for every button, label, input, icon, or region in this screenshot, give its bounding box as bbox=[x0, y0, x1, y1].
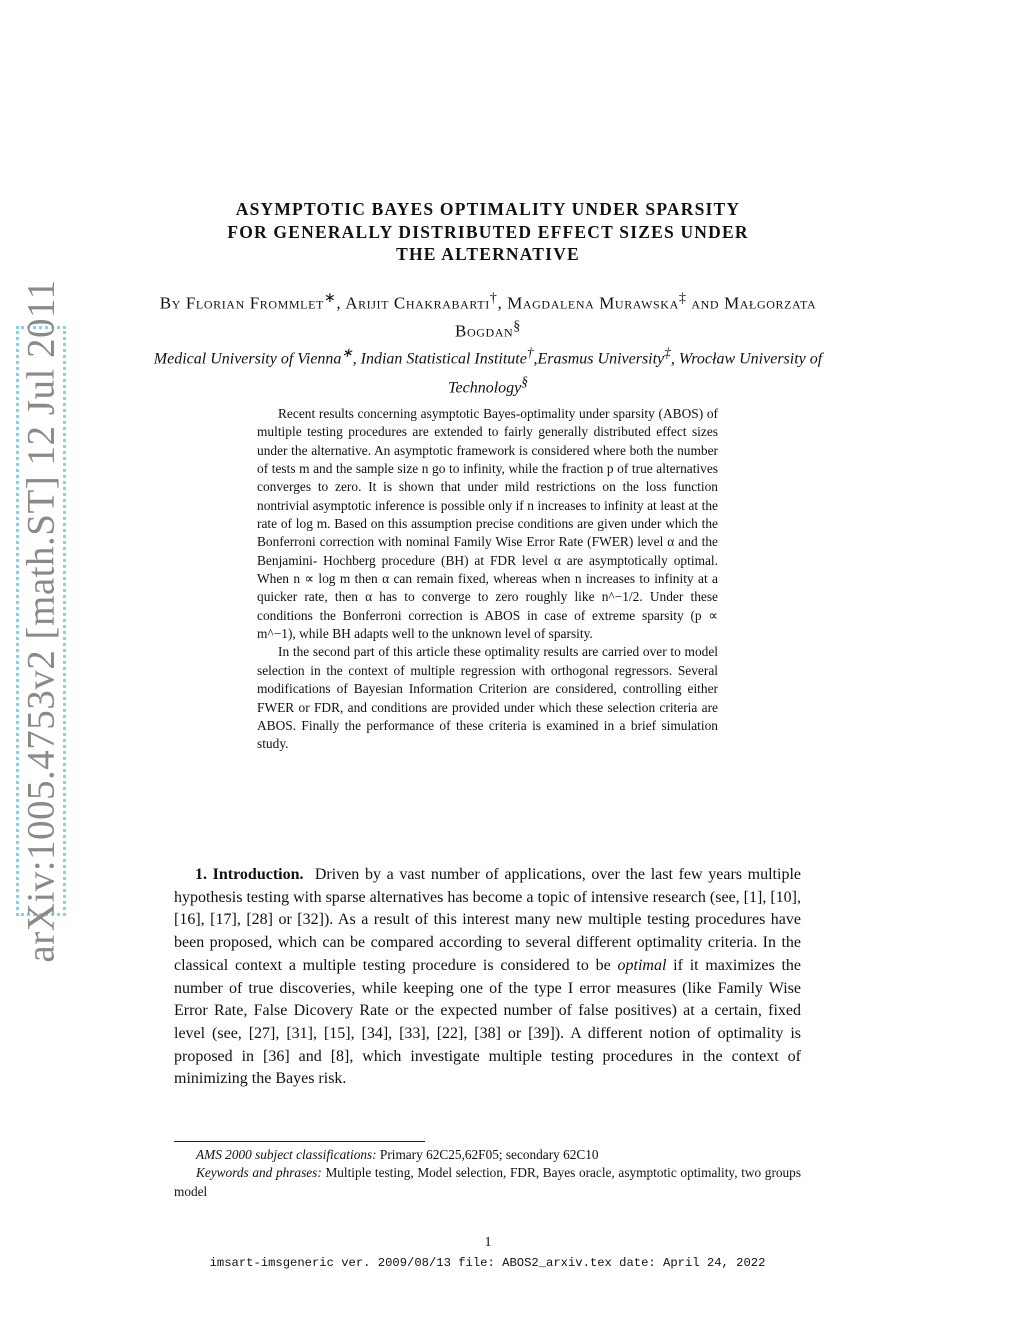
arxiv-id-text: arXiv:1005.4753v2 [math.ST] 12 Jul 2011 bbox=[19, 279, 63, 963]
abstract-paragraph: In the second part of this article these optimality results are carried over to model selection in the context of multiple regression with orthogonal regressors. Several modifications of Bayesian Information Criterion are considered, controlling either FWER or FDR, and conditions are provided under which these selection criteria are ABOS. Finally the performance of these criteria is examined in a brief simulation study. bbox=[257, 644, 718, 752]
footnote-label: Keywords and phrases: bbox=[196, 1165, 322, 1181]
imsart-footer: imsart-imsgeneric ver. 2009/08/13 file: ABOS2_arxiv.tex date: April 24, 2022 bbox=[209, 1256, 766, 1270]
intro-paragraph bbox=[174, 864, 801, 1091]
arxiv-identifier-stamp bbox=[16, 279, 66, 963]
affiliation-mark: † bbox=[526, 345, 534, 360]
title-line: FOR GENERALLY DISTRIBUTED EFFECT SIZES UNDER bbox=[227, 221, 749, 242]
footnotes bbox=[174, 1146, 801, 1201]
footnote-rule bbox=[174, 1141, 425, 1142]
intro-emphasis: optimal bbox=[617, 956, 667, 974]
author-mark: § bbox=[513, 318, 521, 335]
title-line: THE ALTERNATIVE bbox=[396, 244, 580, 264]
affiliation-mark: ‡ bbox=[664, 345, 671, 360]
affiliation: Erasmus University bbox=[537, 350, 665, 368]
intro-text: if it maximizes the number of true discoveries, while keeping one of the type I error measures (like Family Wise Error Rate, False Dicovery Rate or the expected number of false positives) at a certain, fixed level (see, [27], [31], [15], [34], [33], [22], [38] or [39]). A different notion of optimality is proposed in [36] and [8], which investigate multiple testing procedures in the context of minimizing the Bayes risk. bbox=[174, 956, 801, 1088]
affiliation-mark: § bbox=[521, 373, 528, 389]
affiliation: Indian Statistical Institute bbox=[360, 350, 527, 368]
author-and: and bbox=[691, 293, 720, 313]
intro-text: Driven by a vast number of applications, over the last few years multiple hypothesis testing with sparse alternatives has become a topic of intensive research (see, [1], [10], [16], [17], [28] or [32]). As a result of this interest many new multiple testing procedures have been proposed, which can be compared according to several different optimality criteria. In the classical context a multiple testing procedure is considered to be bbox=[174, 866, 801, 974]
footnote-ams bbox=[174, 1146, 801, 1164]
author-list: By Florian Frommlet∗, Arijit Chakrabarti†, Magdalena Murawska‡ and Małgorzata Bogdan§ bbox=[159, 290, 817, 341]
author-mark: † bbox=[489, 290, 498, 306]
affiliation-list: Medical University of Vienna∗, Indian Statistical Institute†,Erasmus University‡, Wrocław University of Technology§ bbox=[153, 345, 823, 397]
author-by: By bbox=[159, 293, 181, 313]
abstract bbox=[257, 405, 718, 754]
footnote-label: AMS 2000 subject classifications: bbox=[196, 1147, 377, 1162]
affiliation: Wrocław University of Technology bbox=[448, 350, 823, 397]
section-heading: 1. Introduction. bbox=[195, 866, 304, 883]
author-name: Arijit Chakrabarti bbox=[345, 293, 490, 313]
author-mark: ∗ bbox=[323, 290, 337, 306]
author-name: Małgorzata Bogdan bbox=[455, 293, 817, 341]
introduction-section bbox=[174, 864, 801, 1091]
affiliation: Medical University of Vienna bbox=[153, 350, 342, 368]
footnote-text: Primary 62C25,62F05; secondary 62C10 bbox=[379, 1147, 599, 1162]
footnote-keywords bbox=[174, 1164, 801, 1201]
title-line: ASYMPTOTIC BAYES OPTIMALITY UNDER SPARSITY bbox=[235, 199, 741, 219]
footnote-text: Multiple testing, Model selection, FDR, Bayes oracle, asymptotic optimality, two groups model bbox=[174, 1165, 801, 1199]
author-mark: ‡ bbox=[678, 290, 687, 306]
paper-title bbox=[150, 198, 826, 266]
page-number: 1 bbox=[484, 1235, 492, 1250]
affiliation-mark: ∗ bbox=[341, 345, 353, 360]
author-name: Magdalena Murawska bbox=[507, 293, 679, 313]
abstract-paragraph: Recent results concerning asymptotic Bayes-optimality under sparsity (ABOS) of multiple testing procedures are extended to fairly generally distributed effect sizes under the alternative. An asymptotic framework is considered where both the number of tests m and the sample size n go to infinity, while the fraction p of true alternatives converges to zero. It is shown that under mild restrictions on the loss function nontrivial asymptotic inference is possible only if n increases to infinity at least at the rate of log m. Based on this assumption precise conditions are given under which the Bonferroni correction with nominal Family Wise Error Rate (FWER) level α and the Benjamini- Hochberg procedure (BH) at FDR level α are asymptotically optimal. When n ∝ log m then α can remain fixed, whereas when n increases to infinity at a quicker rate, then α has to converge to zero roughly like n^−1/2. Under these conditions the Bonferroni correction is ABOS in case of extreme sparsity (p ∝ m^−1), while BH adapts well to the unknown level of sparsity. bbox=[257, 406, 718, 642]
author-name: Florian Frommlet bbox=[185, 293, 324, 313]
